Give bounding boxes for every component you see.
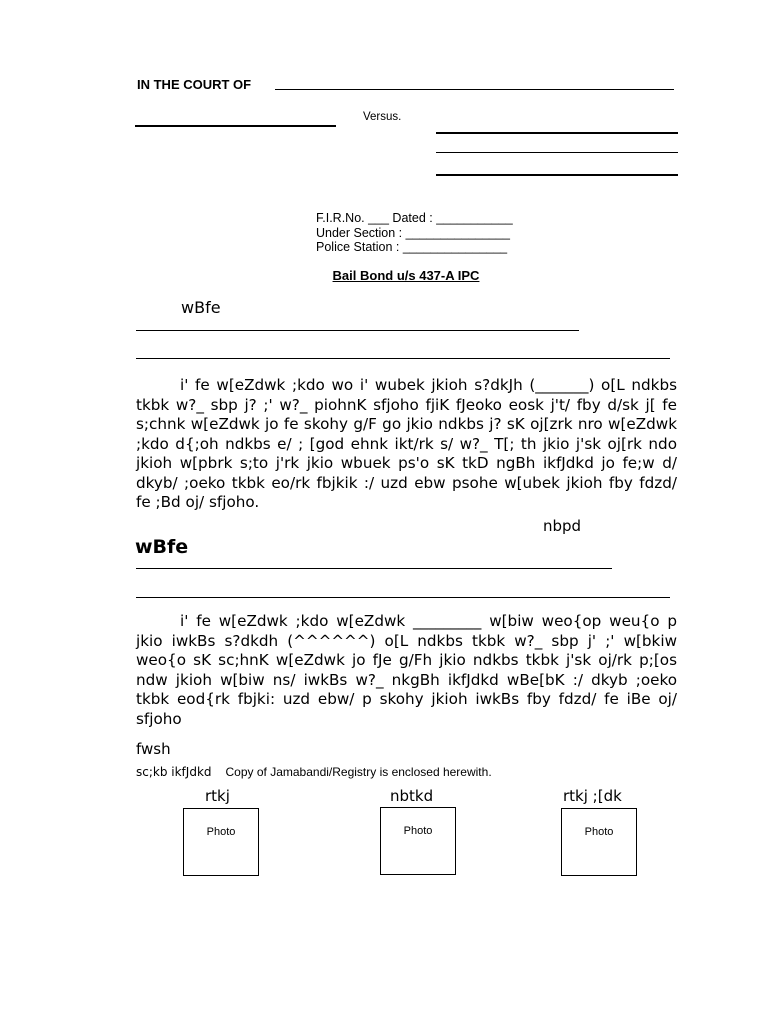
- section2-blank-1: [136, 568, 612, 569]
- second-witness-photo-box: [561, 808, 637, 876]
- section1-paragraph-text: i' fe w[eZdwk ;kdo wo i' wubek jkioh s?dkJh (_______) o[L ndkbs tkbk w?_ sbp j? ;' w?_ piohnK sfjoho fjiK fJeoko eosk j't/ fby d/sk j[ fe s;chnk w[eZdwk jo fe skohy g/F go jkio ndkbs j? sK oj[zrk nro w[eZdwk ;kdo d{;oh ndkbs e/ ; [god ehnk ikt/rk s/ w?_ T[; th jkio j'sk oj[rk ndo jkioh w[pbrk s;to j'rk jkio wbuek ps'o sK tkD ngBh ikfJdkd jo fe;w d/ dkyb/ ;oeko tkbk eo/rk fbjkik :/ uzd ebw psohe w[ubek jkioh fby fdzd/ fe ;Bd oj/ sfjoho.: [136, 376, 677, 511]
- petitioner-blank: [135, 125, 336, 127]
- under-section-line: Under Section : _______________: [316, 226, 510, 240]
- section1-paragraph: [136, 376, 677, 513]
- document-title: Bail Bond u/s 437-A IPC: [332, 268, 480, 283]
- respondent-blank-3: [436, 174, 678, 176]
- court-name-blank: [275, 89, 674, 90]
- applicant-photo-box: [380, 807, 456, 875]
- witness-label: rtkj: [205, 787, 230, 805]
- section1-signature-label: nbpd: [543, 517, 582, 535]
- fir-number-line: F.I.R.No. ___ Dated : ___________: [316, 211, 513, 225]
- section2-paragraph-text: i' fe w[eZdwk ;kdo w[eZdwk _________ w[biw weo{op weu{o p jkio iwkBs s?dkdh (^^^^^^) o[L ndkbs tkbk w?_ sbp j' ;' w[bkiw weo{o sK sc;hnK w[eZdwk jo fJe g/Fh jkio ndkbs tkbk j'sk oj/rk p;[os ndw jkioh w[biw ns/ iwkBs w?_ nkgBh ikfJdkd wBe[bK :/ dkyb ;oeko tkbk eod{rk fbjki: uzd ebw/ p skohy jkioh iwkBs fby fdzd/ fe iBe oj/ sfjoho: [136, 612, 677, 728]
- section2-blank-2: [136, 597, 670, 598]
- section2-paragraph: [136, 612, 677, 729]
- section2-heading: wBfe: [135, 536, 189, 558]
- enclosure-note: [136, 765, 492, 779]
- second-witness-label: rtkj ;[dk: [563, 787, 622, 805]
- section1-blank-1: [136, 330, 579, 331]
- enclosure-text: Copy of Jamabandi/Registry is enclosed herewith.: [225, 765, 492, 779]
- respondent-blank-2: [436, 152, 678, 153]
- court-heading: IN THE COURT OF: [137, 77, 252, 92]
- section2-closing: fwsh: [136, 740, 171, 758]
- versus-label: Versus.: [363, 111, 402, 123]
- witness-photo-box: [183, 808, 259, 876]
- section1-blank-2: [136, 358, 670, 359]
- photo-placeholder: Photo: [584, 826, 614, 838]
- respondent-blank-1: [436, 132, 678, 134]
- photo-placeholder: Photo: [206, 826, 236, 838]
- applicant-label: nbtkd: [390, 787, 434, 805]
- police-station-line: Police Station : _______________: [316, 240, 508, 254]
- section1-heading: wBfe: [181, 298, 221, 317]
- enclosure-label: sc;kb ikfJdkd: [136, 765, 212, 779]
- photo-placeholder: Photo: [403, 825, 433, 837]
